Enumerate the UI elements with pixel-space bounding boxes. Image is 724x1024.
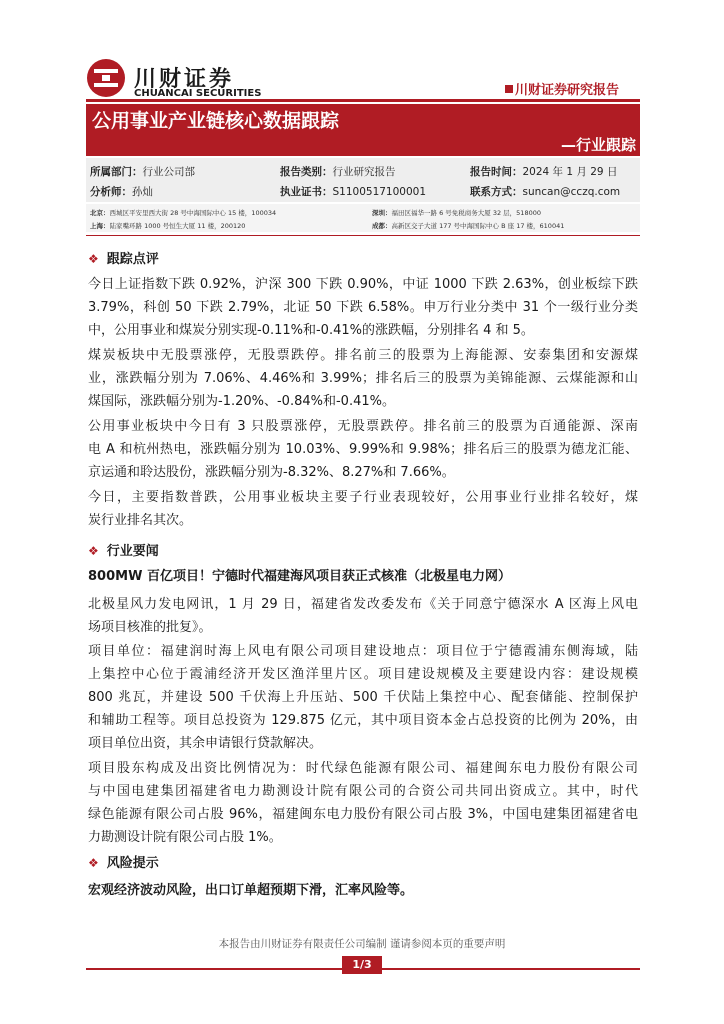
cert-label: 执业证书：	[280, 186, 333, 198]
text-line: 项目单位：福建润时海上风电有限公司项目建设地点：项目位于宁德霞浦东侧海域，陆	[88, 644, 638, 659]
paragraph-tracking-2	[88, 344, 638, 413]
analyst-label: 分析师：	[90, 186, 132, 198]
heading-text: 跟踪点评	[106, 252, 159, 267]
text-line: 炭行业排名其次。	[88, 513, 193, 528]
analyst-field	[90, 184, 153, 199]
footer-disclaimer: 本报告由川财证券有限责任公司编制 谨请参阅本页的重要声明	[218, 938, 506, 950]
type-field	[280, 164, 396, 179]
text-line: 公用事业板块中今日有 3 只股票涨停，无股票跌停。排名前三的股票为百通能源、深南	[88, 419, 638, 434]
brand-name-en: CHUANCAI SECURITIES	[134, 88, 262, 99]
paragraph-news-3	[88, 757, 638, 849]
type-label: 报告类别：	[280, 166, 333, 178]
risk-text: 宏观经济波动风险，出口订单超预期下滑，汇率风险等。	[88, 883, 414, 898]
text-line: 3.79%，科创 50 下跌 2.79%，北证 50 下跌 6.58%。申万行业分类中 31 个一级行业分类	[88, 300, 638, 315]
heading-text: 行业要闻	[106, 544, 159, 559]
section-divider	[86, 235, 640, 236]
shanghai-value: 陆家嘴环路 1000 号恒生大厦 11 楼，200120	[109, 222, 246, 230]
paragraph-news-1	[88, 593, 638, 639]
page-subtitle: —行业跟踪	[560, 136, 636, 154]
diamond-bullet-icon: ❖	[88, 252, 99, 266]
text-line: 800 兆瓦，并建设 500 千伏海上升压站、500 千伏陆上集控中心、配套储能、控制保护	[88, 690, 638, 705]
company-logo-icon	[86, 58, 126, 98]
diamond-bullet-icon: ❖	[88, 544, 99, 558]
contact-field	[470, 184, 620, 199]
text-line: 煤国际，涨跌幅分别为-1.20%、-0.84%和-0.41%。	[88, 394, 395, 409]
shenzhen-label: 深圳：	[372, 209, 392, 217]
text-line: 中，公用事业和煤炭分别实现-0.11%和-0.41%的涨跌幅，分别排名 4 和 5。	[88, 323, 534, 338]
shenzhen-value: 福田区福华一路 6 号免税商务大厦 32 层，518000	[391, 209, 541, 217]
diamond-bullet-icon: ❖	[88, 856, 99, 870]
section-heading-risk	[88, 852, 159, 871]
chengdu-value: 高新区交子大道 177 号中海国际中心 B 座 17 楼，610041	[391, 222, 565, 230]
text-line: 场项目核准的批复》。	[88, 620, 212, 635]
text-line: 力勘测设计院有限公司占股 1%。	[88, 830, 282, 845]
text-line: 与中国电建集团福建省电力勘测设计院有限公司的合资公司共同出资成立。其中，时代	[88, 784, 638, 799]
address-shenzhen	[372, 208, 541, 217]
address-chengdu	[372, 221, 564, 230]
page-title: 公用事业产业链核心数据跟踪	[92, 110, 340, 132]
paragraph-news-2	[88, 640, 638, 755]
paragraph-tracking-1	[88, 273, 638, 342]
text-line: 今日，主要指数普跌，公用事业板块主要子行业表现较好，公用事业行业排名较好，煤	[88, 490, 638, 505]
time-field	[470, 164, 617, 179]
address-shanghai	[90, 221, 245, 230]
heading-text: 风险提示	[106, 856, 159, 871]
text-line: 项目股东构成及出资比例情况为：时代绿色能源有限公司、福建闽东电力股份有限公司	[88, 761, 638, 776]
beijing-value: 西城区平安里西大街 28 号中海国际中心 15 楼，100034	[109, 209, 277, 217]
page-number: 1/3	[342, 956, 382, 974]
analyst-value: 孙灿	[132, 186, 153, 198]
square-bullet-icon	[505, 85, 513, 93]
cert-value: S1100517100001	[332, 186, 427, 198]
report-tag-label: 川财证券研究报告	[515, 83, 620, 98]
news-title: 800MW 百亿项目！宁德时代福建海风项目获正式核准（北极星电力网）	[88, 569, 511, 584]
text-line: 煤炭板块中无股票涨停，无股票跌停。排名前三的股票为上海能源、安泰集团和安源煤	[88, 348, 638, 363]
section-heading-tracking	[88, 248, 159, 267]
text-line: 北极星风力发电网讯，1 月 29 日，福建省发改委发布《关于同意宁德深水 A 区海上风电	[88, 597, 638, 612]
paragraph-tracking-3	[88, 415, 638, 484]
text-line: 业，涨跌幅分别为 7.06%、4.46%和 3.99%；排名后三的股票为美锦能源、云煤能源和山	[88, 371, 638, 386]
contact-email[interactable]: suncan@cczq.com	[522, 186, 621, 198]
report-tag	[505, 79, 619, 98]
text-line: 项目单位出资，其余申请银行贷款解决。	[88, 736, 323, 751]
time-value: 2024 年 1 月 29 日	[522, 166, 618, 178]
brand-name-cn: 川财证券	[134, 67, 235, 92]
cert-field	[280, 184, 426, 199]
section-heading-news	[88, 540, 159, 559]
address-beijing	[90, 208, 276, 217]
shanghai-label: 上海：	[90, 222, 110, 230]
text-line: 京运通和聆达股份，涨跌幅分别为-8.32%、8.27%和 7.66%。	[88, 465, 455, 480]
beijing-label: 北京：	[90, 209, 110, 217]
contact-label: 联系方式：	[470, 186, 523, 198]
chengdu-label: 成都：	[372, 222, 392, 230]
text-line: 今日上证指数下跌 0.92%，沪深 300 下跌 0.90%，中证 1000 下跌 2.63%，创业板综下跌	[88, 277, 638, 292]
dept-field	[90, 164, 195, 179]
text-line: 电 A 和杭州热电，涨跌幅分别为 10.03%、9.99%和 9.98%；排名后三的股票为德龙汇能、	[88, 442, 638, 457]
time-label: 报告时间：	[470, 166, 523, 178]
paragraph-tracking-4	[88, 486, 638, 532]
dept-label: 所属部门：	[90, 166, 143, 178]
dept-value: 行业公司部	[142, 166, 195, 178]
text-line: 和辅助工程等。项目总投资为 129.875 亿元，其中项目资本金占总投资的比例为 20%，由	[88, 713, 638, 728]
type-value: 行业研究报告	[332, 166, 396, 178]
text-line: 上集控中心位于霞浦经济开发区渔洋里片区。项目建设规模及主要建设内容：建设规模	[88, 667, 638, 682]
text-line: 绿色能源有限公司占股 96%，福建闽东电力股份有限公司占股 3%，中国电建集团福建省电	[88, 807, 638, 822]
header-rule	[86, 99, 640, 102]
